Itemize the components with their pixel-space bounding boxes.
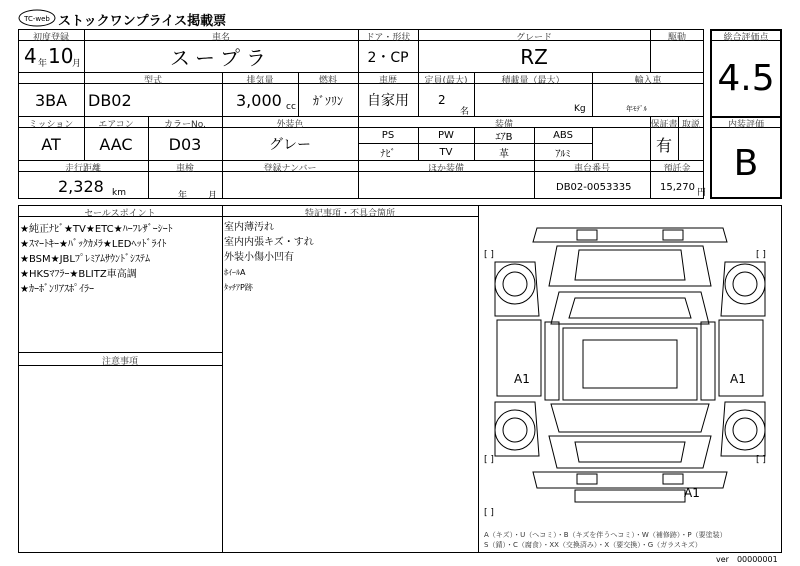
equipment-label: 装備	[494, 120, 513, 130]
model-prefix-value: 3BA	[34, 90, 68, 110]
mileage-unit: km	[112, 188, 126, 198]
grade-value: RZ	[520, 44, 548, 69]
interior-score-value: B	[733, 143, 759, 184]
front-right-wheel-shape	[725, 264, 765, 304]
equip-airbag: ｴｱB	[495, 132, 513, 143]
logo-icon	[18, 8, 56, 28]
other-equipment-label: ほか装備	[427, 164, 464, 174]
first-reg-month-unit: 月	[72, 59, 82, 69]
page-title: ストックワンプライス掲載票	[58, 14, 227, 29]
color-no-value: D03	[168, 134, 202, 154]
list-item: ﾀｯﾁｱP跡	[224, 283, 253, 292]
total-score-label: 総合評価点	[723, 33, 769, 43]
first-reg-label: 初度登録	[32, 33, 69, 43]
inspection-label: 車検	[175, 164, 194, 174]
bracket-right-top: [ ]	[756, 250, 766, 260]
damage-mark-right: A1	[730, 372, 746, 386]
list-item: ★BSM★JBLﾌﾟﾚﾐｱﾑｻｳﾝﾄﾞｼｽﾃﾑ	[20, 254, 150, 265]
list-item: ﾎｲｰﾙA	[224, 268, 246, 277]
front-left-wheel-shape	[495, 264, 535, 304]
rear-right-wheel-shape	[725, 410, 765, 450]
list-item: 室内内張キズ・すれ	[224, 237, 314, 248]
equip-ps: PS	[381, 130, 395, 141]
first-reg-value	[20, 44, 82, 70]
damage-legend-line1: A（キズ）・U（へコミ）・B（キズを伴うへコミ）・W（補修跡）・P（要塗装）	[484, 531, 727, 539]
list-item: ★HKSﾏﾌﾗｰ★BLITZ車高調	[20, 269, 137, 280]
model-value: DB02	[88, 91, 132, 110]
list-item: 外装小傷小凹有	[224, 252, 294, 263]
sales-points-list	[20, 222, 173, 297]
manual-label: 取説	[681, 120, 700, 130]
damage-mark-bottom: A1	[684, 486, 700, 500]
grade-label: グレード	[515, 33, 552, 43]
color-no-label: カラーNo.	[164, 120, 206, 130]
history-label: 車歴	[378, 76, 397, 86]
mileage-value: 2,328	[58, 177, 104, 196]
equip-tv: TV	[439, 146, 453, 158]
mission-value: AT	[41, 134, 61, 154]
list-item: ★ｶｰﾎﾞﾝﾘｱｽﾎﾟｲﾗｰ	[20, 284, 94, 295]
displacement-label: 排気量	[246, 76, 274, 86]
remarks-list	[224, 220, 314, 295]
rear-left-wheel-shape	[495, 410, 535, 450]
load-label: 積載量（最大）	[501, 76, 565, 86]
exterior-color-label: 外装色	[276, 120, 304, 130]
car-name-value: スープラ	[170, 46, 272, 70]
aircon-label: エアコン	[98, 120, 134, 130]
equip-alloy: ｱﾙﾐ	[555, 148, 571, 160]
equip-pw: PW	[438, 130, 454, 141]
deposit-label: 預託金	[663, 164, 691, 174]
drive-label: 駆動	[667, 33, 686, 43]
history-value: 自家用	[367, 93, 409, 109]
inspection-year: 年	[178, 191, 188, 201]
model-label: 型式	[143, 76, 162, 86]
list-item: ★ｽﾏｰﾄｷｰ★ﾊﾞｯｸｶﾒﾗ★LEDﾍｯﾄﾞﾗｲﾄ	[20, 239, 167, 250]
warranty-label: 保証書	[650, 120, 678, 130]
first-reg-month: 10	[48, 44, 74, 68]
first-reg-year: 4	[24, 44, 37, 68]
damage-legend-line2: S（錆）・C（腐食）・XX（交換済み）・X（要交換）・G（ガラスキズ）	[484, 541, 702, 549]
version-label: ver 00000001	[716, 555, 778, 564]
bracket-left-bottom: [ ]	[484, 455, 494, 465]
list-item: 室内薄汚れ	[224, 222, 274, 233]
mileage-label: 走行距離	[64, 164, 101, 174]
bracket-right-bottom: [ ]	[756, 455, 766, 465]
rear-window-shape	[551, 404, 709, 432]
capacity-unit: 名	[460, 107, 470, 117]
door-form-label: ドア・形状	[365, 33, 411, 43]
deposit-unit: 円	[697, 188, 707, 198]
capacity-label: 定員(最大)	[424, 76, 468, 86]
windshield-shape	[551, 292, 709, 324]
capacity-value: 2	[438, 93, 446, 107]
aircon-value: AAC	[99, 134, 133, 154]
logo-text: TC-web	[24, 15, 50, 23]
displacement-value: 3,000	[236, 91, 282, 110]
sales-points-label: セールスポイント	[84, 209, 156, 219]
warranty-value: 有	[655, 135, 672, 155]
import-label: 輸入車	[634, 76, 662, 86]
bracket-bottom: [ ]	[484, 508, 494, 518]
mission-label: ミッション	[28, 120, 74, 130]
damage-mark-left: A1	[514, 372, 530, 386]
reg-number-label: 登録ナンバー	[263, 164, 317, 174]
deposit-value: 15,270	[660, 182, 695, 193]
inspection-month: 月	[208, 191, 218, 201]
equip-abs: ABS	[553, 130, 573, 141]
displacement-unit: cc	[286, 102, 296, 112]
interior-score-label: 内装評価	[727, 120, 764, 130]
front-bumper-shape	[533, 228, 727, 242]
remarks-label: 特記事項・不具合箇所	[304, 209, 395, 219]
car-name-label: 車名	[211, 33, 230, 43]
fuel-value: ｶﾞｿﾘﾝ	[312, 93, 343, 108]
equip-leather: 革	[499, 148, 509, 160]
logo	[18, 8, 56, 28]
equip-navi: ﾅﾋﾞ	[380, 148, 396, 160]
door-form-value: 2・CP	[367, 49, 409, 66]
chassis-no-label: 車台番号	[573, 164, 610, 174]
fuel-label: 燃料	[318, 76, 337, 86]
bracket-left-top: [ ]	[484, 250, 494, 260]
exterior-color-value: グレー	[269, 137, 311, 153]
chassis-no-value: DB02-0053335	[556, 182, 632, 193]
load-unit: Kg	[574, 104, 586, 114]
list-item: ★純正ﾅﾋﾞ★TV★ETC★ﾊｰﾌﾚｻﾞｰｼｰﾄ	[20, 224, 173, 235]
notes-label: 注意事項	[101, 357, 138, 367]
import-year-value: 年ﾓﾃﾞﾙ	[626, 105, 647, 113]
trunk-shape	[549, 436, 711, 468]
first-reg-year-unit: 年	[38, 59, 48, 69]
total-score-value: 4.5	[717, 58, 775, 99]
